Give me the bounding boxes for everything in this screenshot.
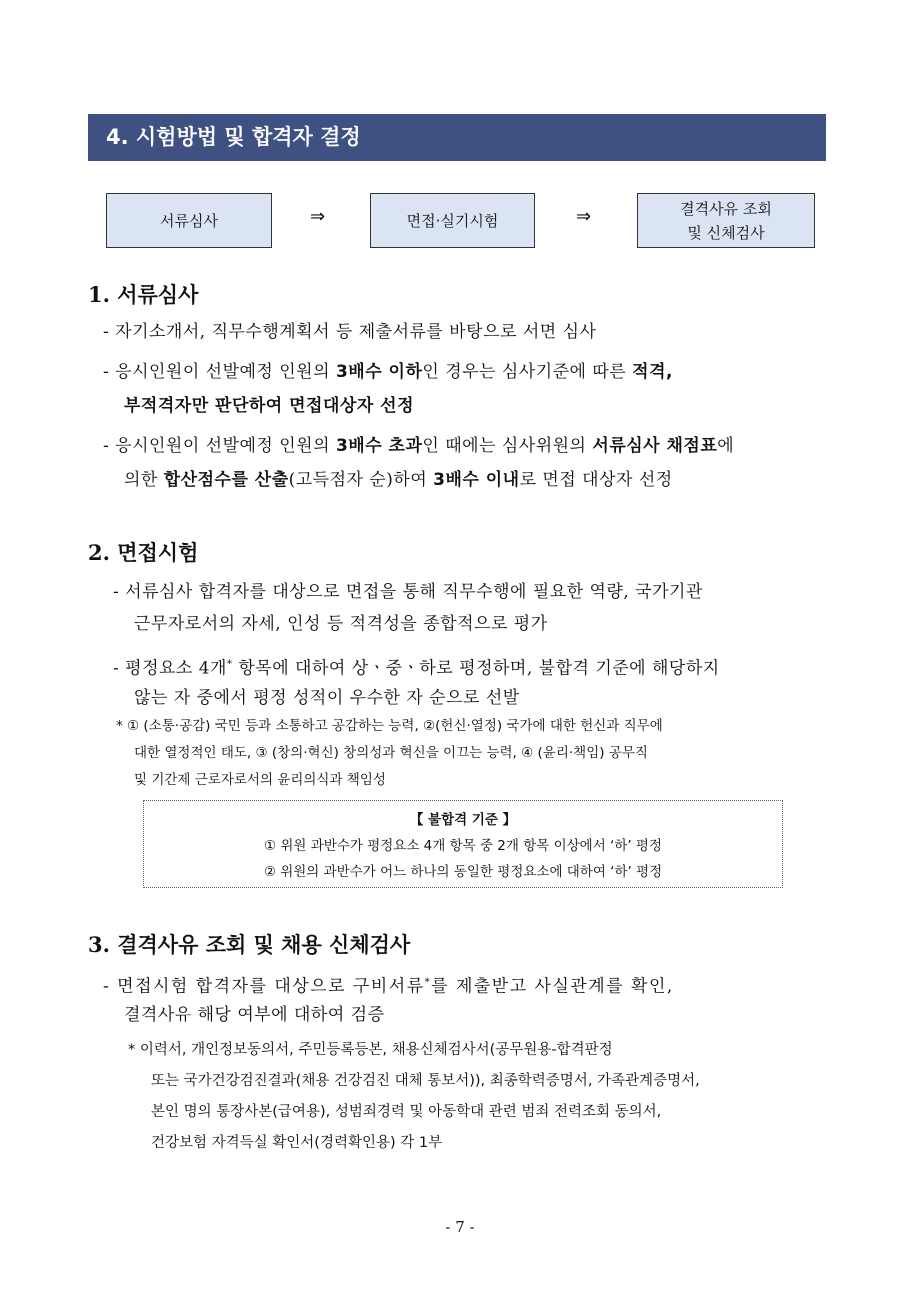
flow-step-label: 서류심사 (160, 211, 218, 230)
s3-footnote-line: 또는 국가건강검진결과(채용 건강검진 대체 통보서)), 최종학력증명서, 가족관계증명서, (151, 1073, 700, 1089)
s2-item-1-cont: 근무자로서의 자세, 인성 등 적격성을 종합적으로 평가 (134, 614, 548, 634)
page-number: - 7 - (445, 1218, 475, 1236)
flow-step-label: 면접·실기시험 (406, 211, 499, 230)
section-heading-2: 2. 면접시험 (88, 540, 199, 565)
s2-item-2-cont: 않는 자 중에서 평정 성적이 우수한 자 순으로 선발 (134, 688, 520, 708)
s3-item-1: - 면접시험 합격자를 대상으로 구비서류*를 제출받고 사실관계를 확인, (103, 976, 674, 997)
s2-item-1: - 서류심사 합격자를 대상으로 면접을 통해 직무수행에 필요한 역량, 국가기관 (113, 582, 703, 602)
section-heading-1: 1. 서류심사 (88, 282, 199, 307)
flow-arrow: ⇒ (310, 206, 326, 227)
s2-note-line: 대한 열정적인 태도, ③ (창의·혁신) 창의성과 혁신을 이끄는 능력, ④ (윤리·책임) 공무직 (134, 745, 648, 761)
s3-footnote-line: * 이력서, 개인정보동의서, 주민등록등본, 채용신체검사서(공무원용-합격판정 (128, 1042, 613, 1058)
s2-note-line: 및 기간제 근로자로서의 윤리의식과 책임성 (134, 772, 386, 788)
s1-item-2: - 응시인원이 선발예정 인원의 3배수 이하인 경우는 심사기준에 따른 적격, (103, 362, 673, 382)
flow-step-label: 결격사유 조회 (680, 199, 772, 218)
s3-footnote-line: 건강보험 자격득실 확인서(경력확인용) 각 1부 (151, 1135, 443, 1151)
s3-footnote-line: 본인 명의 통장사본(급여용), 성범죄경력 및 아동학대 관련 범죄 전력조회 동의서, (151, 1104, 662, 1120)
s1-item-3-cont: 의한 합산점수를 산출(고득점자 순)하여 3배수 이내로 면접 대상자 선정 (124, 470, 673, 490)
flow-step-interview (370, 193, 535, 248)
fail-criteria-item: ② 위원의 과반수가 어느 하나의 동일한 평정요소에 대하여 ‘하’ 평정 (263, 864, 663, 880)
flow-step-label: 및 신체검사 (687, 223, 765, 242)
s3-item-1-cont: 결격사유 해당 여부에 대하여 검증 (124, 1005, 385, 1025)
fail-criteria-item: ① 위원 과반수가 평정요소 4개 항목 중 2개 항목 이상에서 ‘하’ 평정 (263, 838, 663, 854)
section-heading-3: 3. 결격사유 조회 및 채용 신체검사 (88, 932, 411, 957)
section-banner: 4. 시험방법 및 합격자 결정 (88, 114, 826, 161)
fail-criteria-box (143, 800, 783, 888)
fail-criteria-title: 【 불합격 기준 】 (409, 812, 517, 828)
s2-item-2: - 평정요소 4개* 항목에 대하여 상ㆍ중ㆍ하로 평정하며, 불합격 기준에 해당하지 (113, 658, 720, 679)
flow-step-disqualification-check (637, 193, 815, 248)
s1-item-3: - 응시인원이 선발예정 인원의 3배수 초과인 때에는 심사위원의 서류심사 채점표에 (103, 436, 735, 456)
s1-item-1: - 자기소개서, 직무수행계획서 등 제출서류를 바탕으로 서면 심사 (103, 322, 597, 342)
flow-step-document-review (106, 193, 272, 248)
s2-note-line: * ① (소통·공감) 국민 등과 소통하고 공감하는 능력, ②(헌신·열정) 국가에 대한 헌신과 직무에 (116, 718, 663, 734)
s1-item-2-cont: 부적격자만 판단하여 면접대상자 선정 (124, 396, 415, 416)
flow-arrow: ⇒ (576, 206, 592, 227)
